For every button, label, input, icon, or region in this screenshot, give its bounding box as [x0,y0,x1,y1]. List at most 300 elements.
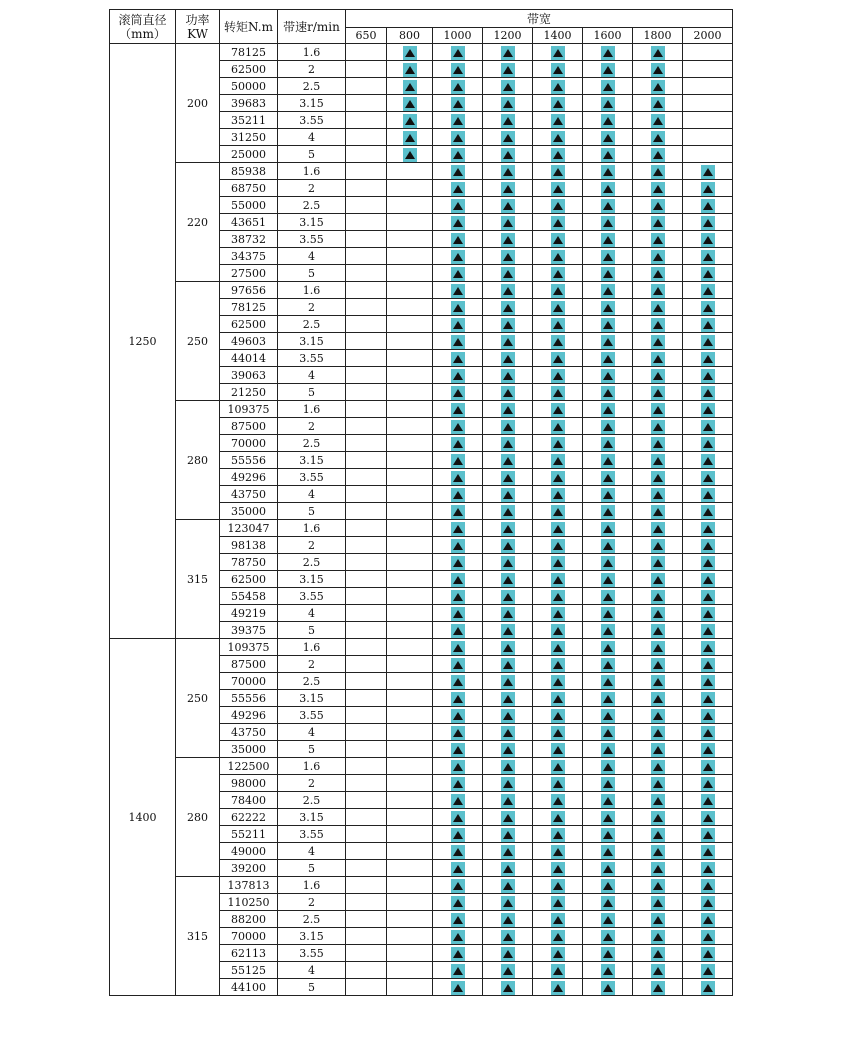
width-1400-cell [533,588,583,605]
torque-cell: 25000 [220,146,278,163]
width-2000-cell [683,979,733,996]
triangle-up-icon [501,624,515,638]
torque-cell: 68750 [220,180,278,197]
torque-cell: 35211 [220,112,278,129]
triangle-up-icon [651,165,665,179]
triangle-up-icon [501,182,515,196]
speed-cell: 4 [278,486,346,503]
width-1400-cell [533,605,583,622]
triangle-up-icon [651,216,665,230]
width-1000-cell [433,826,483,843]
width-1800-cell [633,571,683,588]
width-1000-cell [433,418,483,435]
triangle-up-icon [701,726,715,740]
width-1000-cell [433,690,483,707]
triangle-up-icon [451,471,465,485]
triangle-up-icon [651,607,665,621]
width-2000-cell [683,129,733,146]
torque-cell: 70000 [220,435,278,452]
width-1600-cell [583,860,633,877]
width-1800-cell [633,826,683,843]
width-1800-cell [633,129,683,146]
torque-cell: 43651 [220,214,278,231]
triangle-up-icon [701,760,715,774]
triangle-up-icon [701,794,715,808]
width-650-cell [346,741,387,758]
torque-cell: 62500 [220,61,278,78]
width-650-cell [346,418,387,435]
triangle-up-icon [501,199,515,213]
width-2000-cell [683,61,733,78]
width-2000-cell [683,316,733,333]
triangle-up-icon [701,267,715,281]
speed-cell: 3.55 [278,588,346,605]
triangle-up-icon [501,97,515,111]
triangle-up-icon [651,743,665,757]
width-1800-cell [633,333,683,350]
triangle-up-icon [451,318,465,332]
width-800-cell [387,673,433,690]
width-1000-cell [433,180,483,197]
triangle-up-icon [601,250,615,264]
width-800-cell [387,962,433,979]
width-2000-cell [683,945,733,962]
triangle-up-icon [601,488,615,502]
width-2000-cell [683,265,733,282]
triangle-up-icon [701,777,715,791]
triangle-up-icon [651,913,665,927]
width-800-cell [387,775,433,792]
width-1000-cell [433,469,483,486]
triangle-up-icon [651,318,665,332]
width-1000-cell [433,197,483,214]
width-800-cell [387,435,433,452]
width-650-cell [346,129,387,146]
triangle-up-icon [651,828,665,842]
width-800-cell [387,758,433,775]
header-width-1600: 1600 [583,28,633,44]
triangle-up-icon [551,114,565,128]
triangle-up-icon [551,97,565,111]
triangle-up-icon [551,80,565,94]
triangle-up-icon [451,879,465,893]
width-800-cell [387,894,433,911]
triangle-up-icon [451,981,465,995]
width-800-cell [387,588,433,605]
speed-cell: 2 [278,656,346,673]
triangle-up-icon [701,641,715,655]
triangle-up-icon [651,80,665,94]
speed-cell: 2.5 [278,78,346,95]
width-1600-cell [583,350,633,367]
width-1200-cell [483,112,533,129]
width-1200-cell [483,639,533,656]
header-power: 功率KW [176,10,220,44]
speed-cell: 2.5 [278,435,346,452]
width-800-cell [387,911,433,928]
triangle-up-icon [701,165,715,179]
width-1800-cell [633,554,683,571]
drum-diameter-cell: 1400 [110,639,176,996]
triangle-up-icon [451,165,465,179]
width-800-cell [387,826,433,843]
triangle-up-icon [551,573,565,587]
triangle-up-icon [501,573,515,587]
width-650-cell [346,758,387,775]
speed-cell: 2 [278,418,346,435]
triangle-up-icon [451,964,465,978]
triangle-up-icon [451,114,465,128]
triangle-up-icon [701,182,715,196]
width-1800-cell [633,724,683,741]
triangle-up-icon [651,726,665,740]
triangle-up-icon [601,148,615,162]
triangle-up-icon [501,692,515,706]
width-1600-cell [583,265,633,282]
width-2000-cell [683,724,733,741]
triangle-up-icon [701,335,715,349]
triangle-up-icon [701,828,715,842]
triangle-up-icon [651,675,665,689]
width-1800-cell [633,894,683,911]
width-2000-cell [683,673,733,690]
width-1200-cell [483,486,533,503]
width-650-cell [346,656,387,673]
triangle-up-icon [701,981,715,995]
width-800-cell [387,690,433,707]
torque-cell: 109375 [220,401,278,418]
width-1400-cell [533,333,583,350]
width-800-cell [387,792,433,809]
width-1800-cell [633,843,683,860]
triangle-up-icon [701,199,715,213]
width-1000-cell [433,911,483,928]
power-cell: 315 [176,877,220,996]
width-1400-cell [533,435,583,452]
width-1400-cell [533,741,583,758]
width-1800-cell [633,44,683,61]
width-800-cell [387,639,433,656]
width-2000-cell [683,282,733,299]
width-1600-cell [583,282,633,299]
speed-cell: 1.6 [278,401,346,418]
width-1200-cell [483,843,533,860]
width-1200-cell [483,979,533,996]
width-1200-cell [483,435,533,452]
width-650-cell [346,843,387,860]
triangle-up-icon [501,369,515,383]
width-650-cell [346,248,387,265]
triangle-up-icon [551,624,565,638]
triangle-up-icon [551,811,565,825]
table-row [110,520,733,537]
triangle-up-icon [501,658,515,672]
width-1400-cell [533,792,583,809]
triangle-up-icon [551,675,565,689]
triangle-up-icon [451,624,465,638]
triangle-up-icon [451,641,465,655]
power-cell: 200 [176,44,220,163]
width-1000-cell [433,95,483,112]
width-1800-cell [633,605,683,622]
width-1000-cell [433,928,483,945]
width-1600-cell [583,622,633,639]
width-1600-cell [583,894,633,911]
width-650-cell [346,316,387,333]
torque-cell: 55458 [220,588,278,605]
width-1600-cell [583,452,633,469]
speed-cell: 5 [278,503,346,520]
torque-cell: 35000 [220,503,278,520]
triangle-up-icon [651,97,665,111]
width-800-cell [387,945,433,962]
triangle-up-icon [701,913,715,927]
triangle-up-icon [551,46,565,60]
triangle-up-icon [601,318,615,332]
width-1800-cell [633,639,683,656]
width-1600-cell [583,520,633,537]
triangle-up-icon [551,386,565,400]
width-2000-cell [683,775,733,792]
width-1600-cell [583,792,633,809]
width-1600-cell [583,61,633,78]
triangle-up-icon [501,437,515,451]
torque-cell: 49219 [220,605,278,622]
speed-cell: 2.5 [278,792,346,809]
triangle-up-icon [551,794,565,808]
width-650-cell [346,860,387,877]
triangle-up-icon [451,658,465,672]
width-1800-cell [633,792,683,809]
triangle-up-icon [501,896,515,910]
width-1400-cell [533,673,583,690]
triangle-up-icon [501,131,515,145]
width-1200-cell [483,78,533,95]
width-1800-cell [633,384,683,401]
speed-cell: 5 [278,741,346,758]
triangle-up-icon [551,964,565,978]
width-1600-cell [583,418,633,435]
torque-cell: 62500 [220,571,278,588]
width-1600-cell [583,78,633,95]
triangle-up-icon [501,301,515,315]
width-2000-cell [683,639,733,656]
width-1000-cell [433,231,483,248]
triangle-up-icon [451,46,465,60]
triangle-up-icon [451,760,465,774]
width-1200-cell [483,554,533,571]
triangle-up-icon [451,267,465,281]
width-1200-cell [483,571,533,588]
triangle-up-icon [601,114,615,128]
torque-cell: 62222 [220,809,278,826]
width-1600-cell [583,248,633,265]
triangle-up-icon [551,777,565,791]
width-650-cell [346,928,387,945]
triangle-up-icon [451,743,465,757]
speed-cell: 2.5 [278,911,346,928]
triangle-up-icon [451,437,465,451]
width-1600-cell [583,554,633,571]
width-1800-cell [633,911,683,928]
width-2000-cell [683,435,733,452]
triangle-up-icon [551,250,565,264]
speed-cell: 4 [278,367,346,384]
width-650-cell [346,180,387,197]
speed-cell: 5 [278,622,346,639]
torque-cell: 49000 [220,843,278,860]
triangle-up-icon [551,930,565,944]
triangle-up-icon [451,403,465,417]
header-belt-width: 带宽 [346,10,733,28]
width-1800-cell [633,860,683,877]
width-650-cell [346,197,387,214]
triangle-up-icon [651,335,665,349]
triangle-up-icon [651,199,665,213]
width-1600-cell [583,44,633,61]
width-1200-cell [483,282,533,299]
triangle-up-icon [551,828,565,842]
width-1200-cell [483,520,533,537]
triangle-up-icon [551,879,565,893]
triangle-up-icon [701,318,715,332]
width-650-cell [346,384,387,401]
width-1600-cell [583,979,633,996]
torque-cell: 87500 [220,418,278,435]
width-1000-cell [433,452,483,469]
triangle-up-icon [451,488,465,502]
width-800-cell [387,265,433,282]
width-650-cell [346,299,387,316]
width-1800-cell [633,163,683,180]
width-1200-cell [483,962,533,979]
width-1000-cell [433,792,483,809]
triangle-up-icon [451,556,465,570]
triangle-up-icon [601,862,615,876]
width-2000-cell [683,554,733,571]
torque-cell: 31250 [220,129,278,146]
width-1200-cell [483,775,533,792]
triangle-up-icon [651,862,665,876]
triangle-up-icon [651,641,665,655]
speed-cell: 1.6 [278,282,346,299]
torque-cell: 55556 [220,690,278,707]
torque-cell: 43750 [220,486,278,503]
triangle-up-icon [551,267,565,281]
width-1200-cell [483,605,533,622]
width-1000-cell [433,78,483,95]
triangle-up-icon [701,930,715,944]
width-1000-cell [433,639,483,656]
width-650-cell [346,282,387,299]
width-1200-cell [483,707,533,724]
width-2000-cell [683,401,733,418]
triangle-up-icon [601,930,615,944]
width-650-cell [346,605,387,622]
triangle-up-icon [701,403,715,417]
triangle-up-icon [451,420,465,434]
width-1200-cell [483,860,533,877]
width-1200-cell [483,877,533,894]
width-1000-cell [433,367,483,384]
width-1200-cell [483,945,533,962]
width-650-cell [346,571,387,588]
width-650-cell [346,78,387,95]
triangle-up-icon [403,148,417,162]
width-1000-cell [433,758,483,775]
triangle-up-icon [501,981,515,995]
torque-cell: 49296 [220,707,278,724]
torque-cell: 98138 [220,537,278,554]
width-1400-cell [533,112,583,129]
width-1800-cell [633,588,683,605]
width-1200-cell [483,537,533,554]
width-1200-cell [483,503,533,520]
torque-cell: 123047 [220,520,278,537]
triangle-up-icon [701,573,715,587]
width-2000-cell [683,78,733,95]
width-1600-cell [583,928,633,945]
width-800-cell [387,724,433,741]
triangle-up-icon [601,760,615,774]
header-width-2000: 2000 [683,28,733,44]
width-1000-cell [433,775,483,792]
speed-cell: 2 [278,180,346,197]
speed-cell: 3.15 [278,95,346,112]
triangle-up-icon [501,114,515,128]
triangle-up-icon [551,63,565,77]
torque-cell: 78125 [220,44,278,61]
header-width-1400: 1400 [533,28,583,44]
width-1000-cell [433,61,483,78]
triangle-up-icon [501,335,515,349]
width-1200-cell [483,316,533,333]
width-2000-cell [683,571,733,588]
speed-cell: 3.55 [278,231,346,248]
width-650-cell [346,945,387,962]
triangle-up-icon [501,420,515,434]
triangle-up-icon [701,233,715,247]
triangle-up-icon [501,709,515,723]
width-800-cell [387,537,433,554]
triangle-up-icon [501,63,515,77]
speed-cell: 3.15 [278,333,346,350]
triangle-up-icon [551,199,565,213]
width-650-cell [346,622,387,639]
triangle-up-icon [501,471,515,485]
header-width-1000: 1000 [433,28,483,44]
width-650-cell [346,911,387,928]
width-1400-cell [533,316,583,333]
width-1600-cell [583,639,633,656]
triangle-up-icon [651,556,665,570]
width-1400-cell [533,639,583,656]
width-650-cell [346,265,387,282]
triangle-up-icon [551,522,565,536]
triangle-up-icon [601,641,615,655]
torque-cell: 21250 [220,384,278,401]
triangle-up-icon [651,352,665,366]
triangle-up-icon [701,743,715,757]
width-650-cell [346,231,387,248]
width-2000-cell [683,95,733,112]
width-650-cell [346,333,387,350]
triangle-up-icon [501,930,515,944]
torque-cell: 70000 [220,673,278,690]
width-800-cell [387,333,433,350]
triangle-up-icon [551,658,565,672]
width-1800-cell [633,945,683,962]
